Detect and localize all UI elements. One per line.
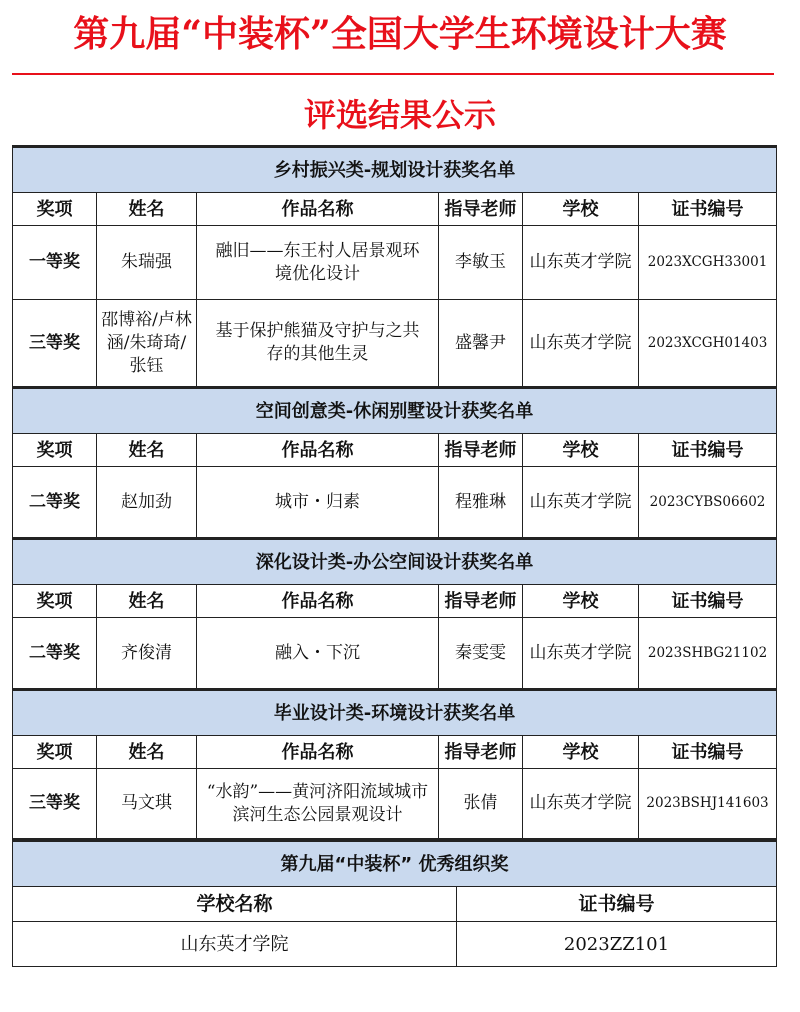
name-cell: 赵加劲 (97, 467, 197, 539)
col-school: 学校 (523, 434, 639, 467)
cert-cell: 2023ZZ101 (457, 922, 777, 967)
name-cell: 邵博裕/卢林涵/朱琦琦/张钰 (97, 300, 197, 388)
section-header (13, 841, 777, 887)
school-cell: 山东英才学院 (523, 300, 639, 388)
section-title: 毕业设计类-环境设计获奖名单 (13, 690, 777, 736)
column-header-row (13, 585, 777, 618)
work-cell: 融入・下沉 (197, 618, 439, 690)
organization-award-table (12, 839, 777, 967)
award-cell: 二等奖 (13, 467, 97, 539)
table-row (13, 769, 777, 839)
award-cell: 三等奖 (13, 769, 97, 839)
award-cell: 一等奖 (13, 226, 97, 300)
teacher-cell: 程雅琳 (439, 467, 523, 539)
school-cell: 山东英才学院 (523, 618, 639, 690)
col-school: 学校 (523, 585, 639, 618)
work-cell: “水韵”——黄河济阳流域城市滨河生态公园景观设计 (197, 769, 439, 839)
table-row (13, 300, 777, 388)
col-cert: 证书编号 (457, 887, 777, 922)
cert-cell: 2023XCGH01403 (639, 300, 777, 388)
page-subtitle: 评选结果公示 (303, 96, 496, 134)
results-sheet (12, 145, 776, 967)
col-cert: 证书编号 (639, 736, 777, 769)
col-name: 姓名 (97, 434, 197, 467)
section-title: 乡村振兴类-规划设计获奖名单 (13, 147, 777, 193)
col-teacher: 指导老师 (439, 193, 523, 226)
teacher-cell: 秦雯雯 (439, 618, 523, 690)
section-header (13, 388, 777, 434)
name-cell: 朱瑞强 (97, 226, 197, 300)
col-name: 姓名 (97, 736, 197, 769)
award-cell: 三等奖 (13, 300, 97, 388)
column-header-row (13, 193, 777, 226)
col-school-name: 学校名称 (13, 887, 457, 922)
section-header (13, 539, 777, 585)
col-teacher: 指导老师 (439, 434, 523, 467)
column-header-row (13, 434, 777, 467)
col-award: 奖项 (13, 193, 97, 226)
column-header-row (13, 736, 777, 769)
col-teacher: 指导老师 (439, 585, 523, 618)
name-cell: 马文琪 (97, 769, 197, 839)
cert-cell: 2023SHBG21102 (639, 618, 777, 690)
work-cell: 城市・归素 (197, 467, 439, 539)
title-divider (12, 73, 774, 75)
section-header (13, 690, 777, 736)
col-work: 作品名称 (197, 434, 439, 467)
col-award: 奖项 (13, 736, 97, 769)
col-cert: 证书编号 (639, 434, 777, 467)
col-work: 作品名称 (197, 736, 439, 769)
table-row (13, 922, 777, 967)
teacher-cell: 盛馨尹 (439, 300, 523, 388)
name-cell: 齐俊清 (97, 618, 197, 690)
teacher-cell: 张倩 (439, 769, 523, 839)
col-teacher: 指导老师 (439, 736, 523, 769)
school-cell: 山东英才学院 (13, 922, 457, 967)
section-header (13, 147, 777, 193)
table-row (13, 226, 777, 300)
section-title: 深化设计类-办公空间设计获奖名单 (13, 539, 777, 585)
results-table (12, 145, 777, 839)
col-cert: 证书编号 (639, 193, 777, 226)
col-award: 奖项 (13, 585, 97, 618)
table-row (13, 467, 777, 539)
school-cell: 山东英才学院 (523, 467, 639, 539)
teacher-cell: 李敏玉 (439, 226, 523, 300)
col-school: 学校 (523, 736, 639, 769)
section-title: 空间创意类-休闲别墅设计获奖名单 (13, 388, 777, 434)
cert-cell: 2023CYBS06602 (639, 467, 777, 539)
table-row (13, 618, 777, 690)
cert-cell: 2023XCGH33001 (639, 226, 777, 300)
school-cell: 山东英才学院 (523, 769, 639, 839)
work-cell: 基于保护熊猫及守护与之共存的其他生灵 (197, 300, 439, 388)
award-cell: 二等奖 (13, 618, 97, 690)
school-cell: 山东英才学院 (523, 226, 639, 300)
col-name: 姓名 (97, 193, 197, 226)
work-cell: 融旧——东王村人居景观环境优化设计 (197, 226, 439, 300)
col-work: 作品名称 (197, 585, 439, 618)
page-title: 第九届“中装杯”全国大学生环境设计大赛 (73, 13, 727, 55)
section-title: 第九届“中装杯” 优秀组织奖 (13, 841, 777, 887)
col-award: 奖项 (13, 434, 97, 467)
col-name: 姓名 (97, 585, 197, 618)
column-header-row (13, 887, 777, 922)
col-school: 学校 (523, 193, 639, 226)
col-cert: 证书编号 (639, 585, 777, 618)
cert-cell: 2023BSHJ141603 (639, 769, 777, 839)
col-work: 作品名称 (197, 193, 439, 226)
